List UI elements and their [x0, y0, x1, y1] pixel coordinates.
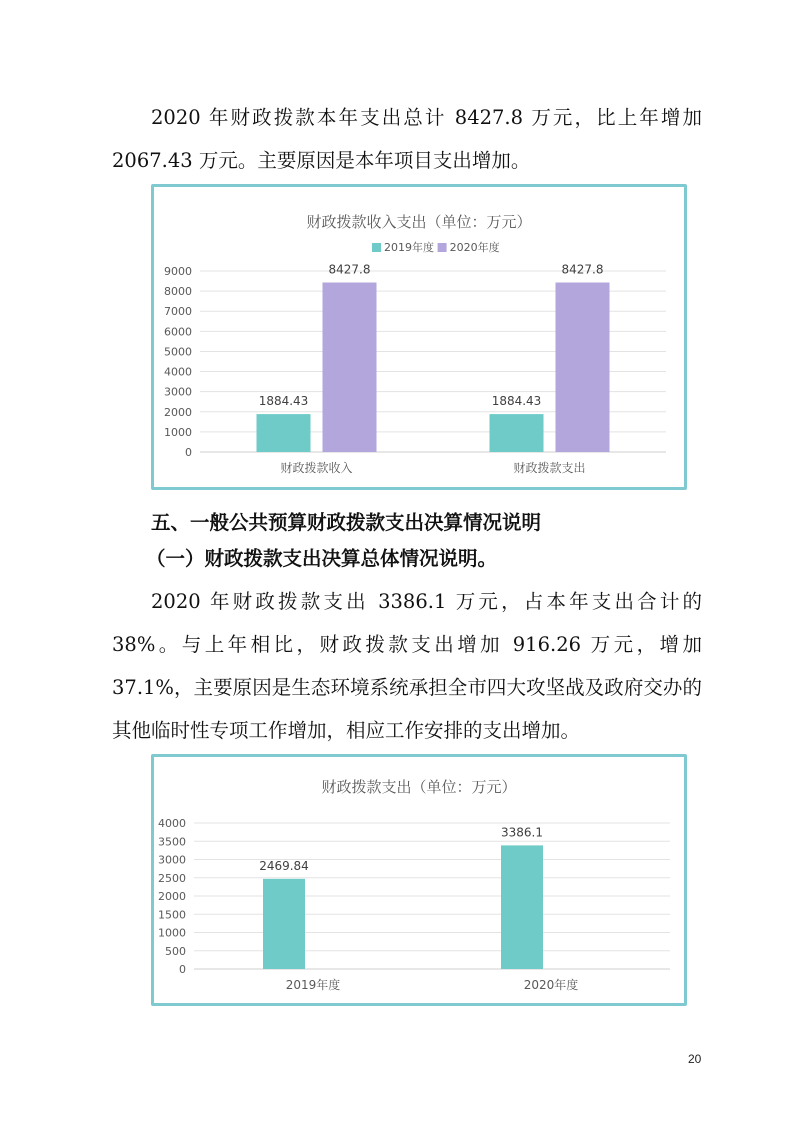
legend-label-2: 2020年度 [449, 241, 500, 254]
y-tick-label: 1000 [164, 425, 192, 439]
y-tick-label: 2000 [158, 890, 186, 903]
x-tick-label: 2020年度 [523, 978, 579, 992]
y-tick-label: 8000 [164, 285, 192, 299]
bar-1-2 [501, 845, 543, 969]
section-heading: 五、一般公共预算财政拨款支出决算情况说明 [151, 511, 542, 534]
y-tick-label: 500 [165, 944, 186, 958]
chart-expenditure-svg [154, 757, 684, 1003]
data-label: 3386.1 [501, 825, 543, 840]
subsection-heading: （一）财政拨款支出决算总体情况说明。 [146, 547, 498, 570]
bar-2-1 [323, 283, 377, 452]
chart-title: 财政拨款收入支出（单位：万元） [306, 213, 532, 231]
page-number: 20 [688, 1052, 702, 1066]
y-tick-label: 9000 [164, 265, 192, 278]
y-tick-label: 0 [179, 963, 186, 976]
legend-swatch-1 [372, 243, 381, 252]
y-tick-label: 6000 [164, 325, 192, 339]
legend-label-1: 2019年度 [384, 241, 434, 254]
bar-1-1 [263, 879, 305, 969]
data-label: 8427.8 [561, 262, 604, 277]
y-tick-label: 3500 [158, 835, 186, 849]
chart-revenue-expenditure [151, 184, 687, 490]
y-tick-label: 4000 [164, 365, 192, 379]
y-tick-label: 4000 [158, 817, 186, 830]
y-tick-label: 2000 [164, 405, 192, 419]
chart-revenue-expenditure-svg [154, 187, 684, 487]
expenditure-paragraph: 2020 年财政拨款支出 3386.1 万元，占本年支出合计的 38%。与上年相比，财政拨款支出增加 916.26 万元，增加 37.1%，主要原因是生态环境系统承担全市四大攻坚战及政府交办的其他临时性专项工作增加，相应工作安排的支出增加。 [112, 590, 702, 742]
data-label: 8427.8 [328, 262, 371, 277]
bar-1-2 [490, 414, 544, 452]
y-tick-label: 2500 [158, 871, 186, 885]
chart-expenditure [151, 754, 687, 1006]
y-tick-label: 5000 [164, 345, 192, 359]
y-tick-label: 1000 [158, 926, 186, 940]
legend-swatch-2 [438, 243, 447, 252]
data-label: 1884.43 [258, 394, 309, 409]
y-tick-label: 3000 [164, 385, 192, 399]
data-label: 2469.84 [259, 858, 309, 873]
data-label: 1884.43 [491, 394, 542, 409]
bar-1-1 [257, 414, 311, 452]
bar-2-2 [556, 283, 610, 452]
y-tick-label: 7000 [164, 305, 192, 319]
y-tick-label: 1500 [158, 908, 186, 922]
x-tick-label: 财政拨款支出 [513, 461, 586, 475]
x-tick-label: 财政拨款收入 [280, 461, 353, 475]
y-tick-label: 0 [185, 446, 192, 459]
chart-title: 财政拨款支出（单位：万元） [321, 778, 517, 796]
intro-paragraph: 2020 年财政拨款本年支出总计 8427.8 万元，比上年增加 2067.43 万元。主要原因是本年项目支出增加。 [112, 106, 702, 172]
x-tick-label: 2019年度 [285, 978, 341, 992]
y-tick-label: 3000 [158, 853, 186, 867]
